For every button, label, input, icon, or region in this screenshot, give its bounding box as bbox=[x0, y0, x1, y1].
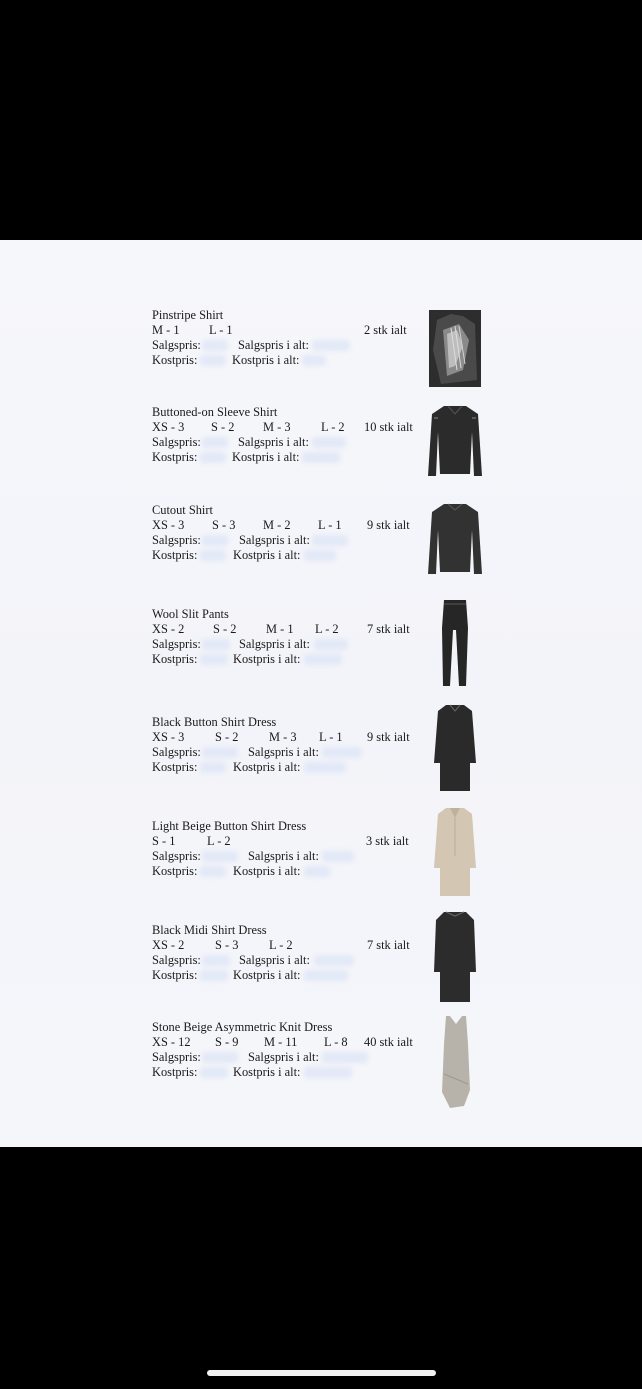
sales-price-row bbox=[152, 637, 422, 652]
redacted-value bbox=[304, 866, 330, 877]
product-name: Stone Beige Asymmetric Knit Dress bbox=[152, 1020, 333, 1034]
redacted-value bbox=[302, 452, 340, 463]
sales-price-row bbox=[152, 745, 422, 760]
black-shirt-photo bbox=[424, 500, 486, 578]
size-qty: L - 1 bbox=[209, 323, 233, 337]
redacted-value bbox=[322, 747, 362, 758]
redacted-value bbox=[314, 639, 348, 650]
product-entry bbox=[152, 308, 422, 368]
sales-price-total-label: Salgspris i alt: bbox=[239, 953, 310, 967]
size-qty: M - 3 bbox=[263, 420, 291, 434]
sales-price-total-label: Salgspris i alt: bbox=[238, 338, 309, 352]
home-indicator[interactable] bbox=[207, 1370, 436, 1376]
redacted-value bbox=[200, 452, 226, 463]
redacted-value bbox=[202, 851, 238, 862]
redacted-value bbox=[200, 550, 226, 561]
sales-price-row bbox=[152, 1050, 422, 1065]
size-qty: L - 2 bbox=[321, 420, 345, 434]
size-qty: XS - 3 bbox=[152, 518, 185, 532]
beige-dress-photo bbox=[432, 806, 478, 898]
sales-price-row bbox=[152, 953, 422, 968]
product-entry bbox=[152, 1020, 422, 1080]
size-qty: XS - 12 bbox=[152, 1035, 191, 1049]
redacted-value bbox=[304, 550, 336, 561]
size-qty: S - 3 bbox=[212, 518, 236, 532]
sales-price-label: Salgspris: bbox=[152, 1050, 201, 1064]
sales-price-label: Salgspris: bbox=[152, 338, 201, 352]
quantity-total: 3 stk ialt bbox=[366, 834, 409, 848]
cost-price-total-label: Kostpris i alt: bbox=[233, 548, 301, 562]
redacted-value bbox=[304, 762, 346, 773]
black-shirt-photo bbox=[424, 402, 486, 480]
cost-price-label: Kostpris: bbox=[152, 450, 198, 464]
size-qty: S - 1 bbox=[152, 834, 176, 848]
cost-price-total-label: Kostpris i alt: bbox=[233, 968, 301, 982]
quantity-total: 9 stk ialt bbox=[367, 730, 410, 744]
size-qty: S - 2 bbox=[213, 622, 237, 636]
product-name: Pinstripe Shirt bbox=[152, 308, 224, 322]
black-pants-photo bbox=[438, 598, 472, 688]
sales-price-total-label: Salgspris i alt: bbox=[238, 435, 309, 449]
product-name: Buttoned-on Sleeve Shirt bbox=[152, 405, 278, 419]
sales-price-total-label: Salgspris i alt: bbox=[239, 533, 310, 547]
pinstripe-shirt-photo bbox=[429, 310, 481, 387]
size-qty: S - 9 bbox=[215, 1035, 239, 1049]
size-qty: S - 3 bbox=[215, 938, 239, 952]
redacted-value bbox=[312, 340, 350, 351]
cost-price-row bbox=[152, 450, 422, 465]
redacted-value bbox=[322, 1052, 368, 1063]
quantity-total: 7 stk ialt bbox=[367, 622, 410, 636]
cost-price-total-label: Kostpris i alt: bbox=[233, 1065, 301, 1079]
stone-knit-dress-photo bbox=[440, 1014, 472, 1110]
product-name: Light Beige Button Shirt Dress bbox=[152, 819, 307, 833]
product-entry bbox=[152, 819, 422, 879]
cost-price-label: Kostpris: bbox=[152, 353, 198, 367]
redacted-value bbox=[200, 355, 226, 366]
redacted-value bbox=[200, 866, 226, 877]
size-qty: L - 1 bbox=[318, 518, 342, 532]
sales-price-label: Salgspris: bbox=[152, 533, 201, 547]
redacted-value bbox=[312, 535, 348, 546]
product-entry bbox=[152, 607, 422, 667]
sales-price-total-label: Salgspris i alt: bbox=[248, 849, 319, 863]
product-name: Cutout Shirt bbox=[152, 503, 213, 517]
sales-price-label: Salgspris: bbox=[152, 435, 201, 449]
size-qty: M - 2 bbox=[263, 518, 291, 532]
size-qty: L - 2 bbox=[315, 622, 339, 636]
cost-price-row bbox=[152, 968, 422, 983]
redacted-value bbox=[304, 970, 348, 981]
redacted-value bbox=[202, 340, 228, 351]
sales-price-label: Salgspris: bbox=[152, 637, 201, 651]
quantity-total: 10 stk ialt bbox=[364, 420, 413, 434]
cost-price-row bbox=[152, 353, 422, 368]
size-qty: M - 3 bbox=[269, 730, 297, 744]
redacted-value bbox=[314, 955, 354, 966]
sales-price-label: Salgspris: bbox=[152, 745, 201, 759]
redacted-value bbox=[312, 437, 346, 448]
quantity-total: 9 stk ialt bbox=[367, 518, 410, 532]
document-page bbox=[0, 240, 642, 1147]
size-qty: XS - 3 bbox=[152, 420, 185, 434]
size-qty: XS - 2 bbox=[152, 938, 185, 952]
cost-price-total-label: Kostpris i alt: bbox=[233, 864, 301, 878]
sales-price-row bbox=[152, 338, 422, 353]
black-midi-dress-photo bbox=[432, 910, 478, 1004]
redacted-value bbox=[302, 355, 326, 366]
cost-price-row bbox=[152, 760, 422, 775]
cost-price-label: Kostpris: bbox=[152, 864, 198, 878]
redacted-value bbox=[304, 1067, 352, 1078]
cost-price-label: Kostpris: bbox=[152, 548, 198, 562]
size-qty: L - 1 bbox=[319, 730, 343, 744]
sales-price-label: Salgspris: bbox=[152, 849, 201, 863]
redacted-value bbox=[322, 851, 354, 862]
size-qty: S - 2 bbox=[215, 730, 239, 744]
product-entry bbox=[152, 923, 422, 983]
product-entry bbox=[152, 405, 422, 465]
cost-price-total-label: Kostpris i alt: bbox=[232, 353, 300, 367]
size-qty: L - 2 bbox=[269, 938, 293, 952]
product-name: Black Midi Shirt Dress bbox=[152, 923, 267, 937]
redacted-value bbox=[202, 437, 228, 448]
redacted-value bbox=[200, 654, 228, 665]
cost-price-row bbox=[152, 548, 422, 563]
sales-price-row bbox=[152, 533, 422, 548]
cost-price-total-label: Kostpris i alt: bbox=[232, 450, 300, 464]
product-entry bbox=[152, 715, 422, 775]
sales-price-row bbox=[152, 849, 422, 864]
product-name: Wool Slit Pants bbox=[152, 607, 229, 621]
cost-price-label: Kostpris: bbox=[152, 760, 198, 774]
cost-price-total-label: Kostpris i alt: bbox=[233, 652, 301, 666]
cost-price-row bbox=[152, 1065, 422, 1080]
quantity-total: 2 stk ialt bbox=[364, 323, 407, 337]
size-qty: M - 1 bbox=[152, 323, 180, 337]
cost-price-label: Kostpris: bbox=[152, 1065, 198, 1079]
black-dress-photo bbox=[432, 703, 478, 793]
cost-price-total-label: Kostpris i alt: bbox=[233, 760, 301, 774]
size-qty: S - 2 bbox=[211, 420, 235, 434]
redacted-value bbox=[202, 535, 228, 546]
redacted-value bbox=[200, 970, 228, 981]
sales-price-total-label: Salgspris i alt: bbox=[248, 1050, 319, 1064]
redacted-value bbox=[202, 955, 230, 966]
redacted-value bbox=[202, 747, 238, 758]
product-entry bbox=[152, 503, 422, 563]
sales-price-total-label: Salgspris i alt: bbox=[248, 745, 319, 759]
quantity-total: 40 stk ialt bbox=[364, 1035, 413, 1049]
size-qty: L - 8 bbox=[324, 1035, 348, 1049]
quantity-total: 7 stk ialt bbox=[367, 938, 410, 952]
product-name: Black Button Shirt Dress bbox=[152, 715, 277, 729]
redacted-value bbox=[200, 762, 226, 773]
size-qty: L - 2 bbox=[207, 834, 231, 848]
cost-price-label: Kostpris: bbox=[152, 652, 198, 666]
size-qty: M - 11 bbox=[264, 1035, 298, 1049]
redacted-value bbox=[202, 1052, 238, 1063]
sales-price-row bbox=[152, 435, 422, 450]
redacted-value bbox=[200, 1067, 228, 1078]
redacted-value bbox=[202, 639, 230, 650]
size-qty: XS - 2 bbox=[152, 622, 185, 636]
cost-price-row bbox=[152, 652, 422, 667]
sales-price-label: Salgspris: bbox=[152, 953, 201, 967]
sales-price-total-label: Salgspris i alt: bbox=[239, 637, 310, 651]
redacted-value bbox=[304, 654, 342, 665]
cost-price-row bbox=[152, 864, 422, 879]
size-qty: M - 1 bbox=[266, 622, 294, 636]
cost-price-label: Kostpris: bbox=[152, 968, 198, 982]
size-qty: XS - 3 bbox=[152, 730, 185, 744]
